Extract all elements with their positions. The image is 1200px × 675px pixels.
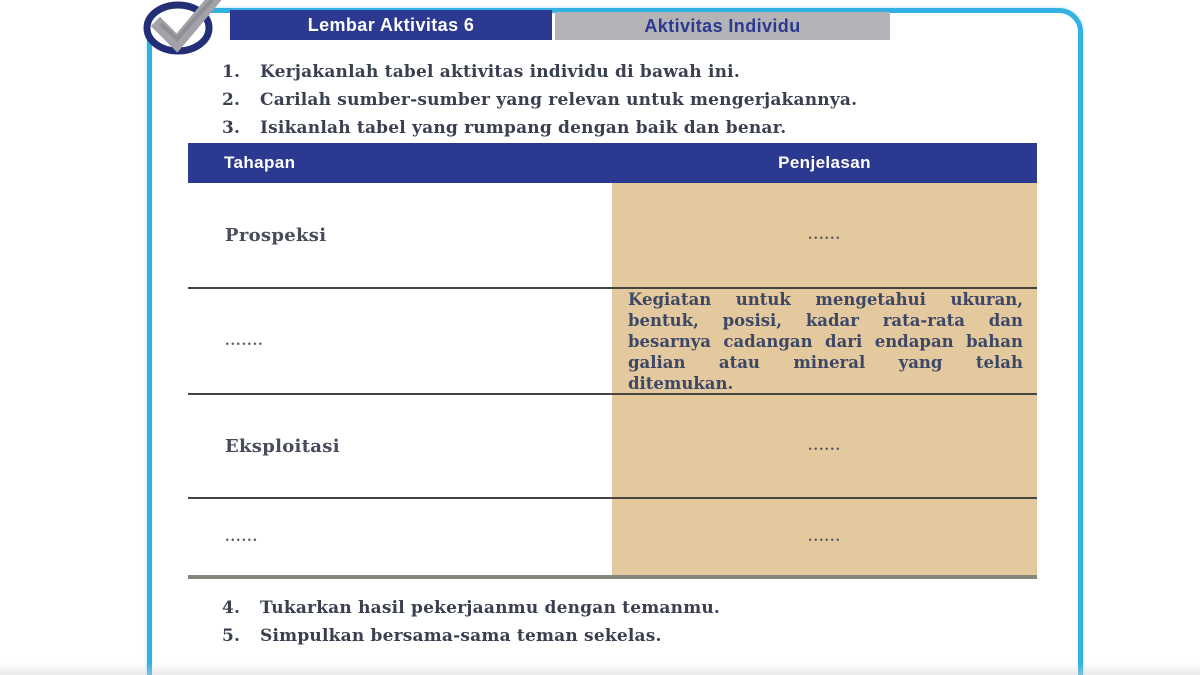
blank-placeholder: ......: [225, 529, 259, 545]
list-item-text: Carilah sumber-sumber yang relevan untuk mengerjakannya.: [260, 90, 858, 110]
list-item-text: Isikanlah tabel yang rumpang dengan baik dan benar.: [260, 118, 787, 138]
list-item-number: 4.: [222, 598, 241, 618]
tab-lembar-aktivitas-label: Lembar Aktivitas 6: [307, 14, 475, 35]
blank-placeholder: ......: [807, 227, 842, 243]
table-row: [188, 289, 1037, 395]
table-row: [188, 499, 1037, 579]
cell-penjelasan: [612, 289, 1037, 393]
tab-aktivitas-individu-label: Aktivitas Individu: [644, 15, 801, 36]
tab-lembar-aktivitas: [230, 10, 552, 40]
list-item-number: 5.: [222, 626, 241, 646]
blank-placeholder: ......: [807, 438, 842, 454]
list-item: [222, 118, 857, 138]
blank-placeholder: ......: [807, 529, 842, 545]
list-item-text: Kerjakanlah tabel aktivitas individu di bawah ini.: [260, 62, 740, 82]
check-icon: [138, 0, 228, 58]
instructions-top-list: [222, 62, 857, 146]
list-item: [222, 90, 857, 110]
list-item: [222, 62, 857, 82]
cell-tahapan: [188, 395, 612, 497]
list-item-number: 2.: [222, 90, 241, 110]
cell-tahapan-blank: [188, 499, 612, 575]
bottom-shadow: [0, 663, 1200, 675]
penjelasan-text: Kegiatan untuk mengetahui ukuran, bentuk, posisi, kadar rata-rata dan besarnya cadangan dari endapan bahan galian atau mineral yang telah ditemukan.: [628, 289, 1023, 393]
list-item-number: 3.: [222, 118, 241, 138]
table-header-row: [188, 143, 1037, 183]
table-row: [188, 395, 1037, 499]
tahapan-value: Prospeksi: [225, 224, 327, 246]
column-header-penjelasan: Penjelasan: [778, 153, 871, 172]
list-item-text: Simpulkan bersama-sama teman sekelas.: [260, 626, 662, 646]
list-item-number: 1.: [222, 62, 241, 82]
cell-penjelasan-blank: [612, 499, 1037, 575]
activity-table: [188, 143, 1037, 579]
list-item: [222, 626, 720, 646]
list-item-text: Tukarkan hasil pekerjaanmu dengan temanmu.: [260, 598, 721, 618]
cell-penjelasan-blank: [612, 395, 1037, 497]
instructions-bottom-list: [222, 598, 720, 654]
cell-tahapan: [188, 183, 612, 287]
list-item: [222, 598, 720, 618]
blank-placeholder: .......: [225, 333, 264, 349]
tahapan-value: Eksploitasi: [225, 435, 340, 457]
cell-penjelasan-blank: [612, 183, 1037, 287]
tab-aktivitas-individu: [555, 12, 890, 40]
column-header-tahapan: Tahapan: [224, 153, 296, 172]
table-row: [188, 183, 1037, 289]
cell-tahapan-blank: [188, 289, 612, 393]
